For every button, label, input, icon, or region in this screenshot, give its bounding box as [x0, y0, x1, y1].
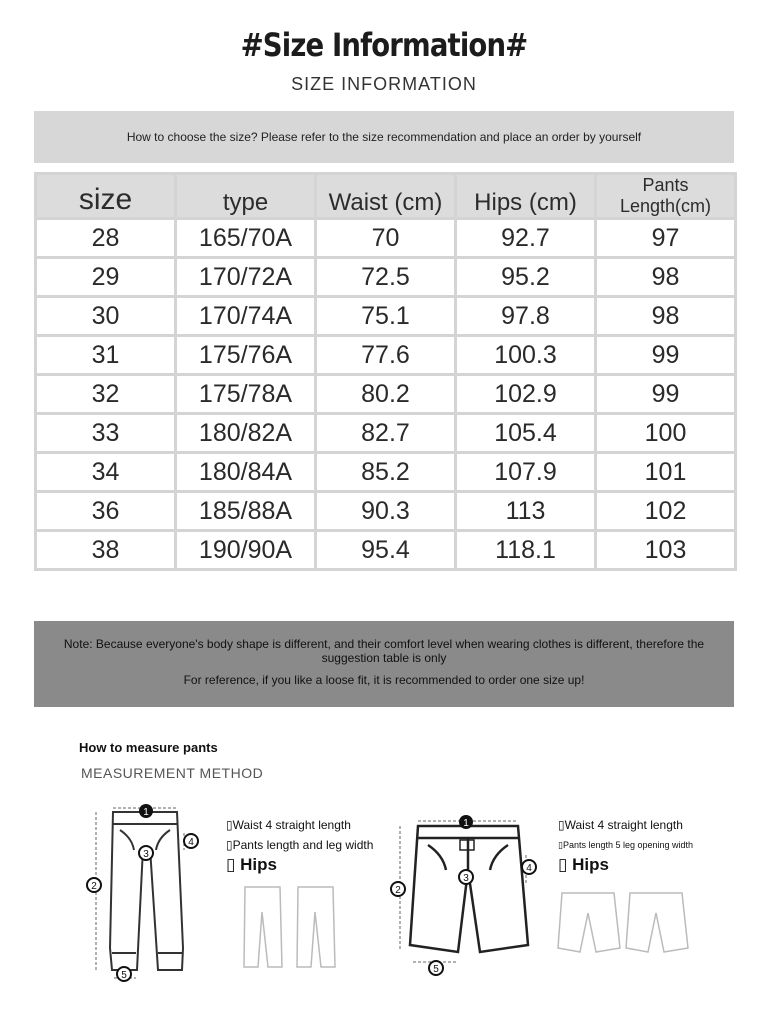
- table-row: [36, 453, 736, 492]
- table-cell: 100: [596, 414, 736, 453]
- table-cell: 175/78A: [176, 375, 316, 414]
- table-cell: 90.3: [316, 492, 456, 531]
- svg-text:4: 4: [526, 863, 532, 874]
- legend-item-waist: ▯Waist 4 straight length: [226, 818, 351, 832]
- column-header-waist: Waist (cm): [316, 174, 456, 219]
- table-cell: 97: [596, 219, 736, 258]
- marker-3: [139, 846, 153, 860]
- note-line-1: Note: Because everyone's body shape is different, and their comfort level when wearing clothes is different, therefore the suggestion table is only: [63, 637, 705, 665]
- long-pants-thumbnails: [240, 882, 340, 972]
- svg-text:3: 3: [143, 849, 149, 860]
- marker-2: [87, 878, 101, 892]
- instruction-text: How to choose the size? Please refer to the size recommendation and place an order by yourself: [126, 130, 642, 144]
- svg-text:5: 5: [433, 964, 439, 975]
- legend-item-length: ▯Pants length 5 leg opening width: [558, 840, 694, 850]
- note-banner: [34, 621, 734, 707]
- table-cell: 80.2: [316, 375, 456, 414]
- table-cell: 31: [36, 336, 176, 375]
- table-cell: 118.1: [456, 531, 596, 570]
- left-legend: [226, 815, 373, 875]
- marker-4: [184, 834, 198, 848]
- table-cell: 97.8: [456, 297, 596, 336]
- marker-4: [522, 860, 536, 874]
- instruction-banner: [34, 111, 734, 163]
- table-cell: 175/76A: [176, 336, 316, 375]
- table-cell: 34: [36, 453, 176, 492]
- table-cell: 101: [596, 453, 736, 492]
- table-cell: 165/70A: [176, 219, 316, 258]
- marker-1: [139, 804, 153, 818]
- shorts-thumbnails: [556, 888, 692, 958]
- measure-subtitle: MEASUREMENT METHOD: [81, 765, 264, 781]
- svg-text:4: 4: [188, 837, 194, 848]
- measure-title: How to measure pants: [79, 740, 218, 755]
- legend-item-length: ▯Pants length and leg width: [226, 838, 374, 852]
- table-cell: 185/88A: [176, 492, 316, 531]
- table-row: [36, 219, 736, 258]
- table-cell: 100.3: [456, 336, 596, 375]
- column-header-pants-length: Pants Length(cm): [596, 174, 736, 219]
- table-cell: 70: [316, 219, 456, 258]
- table-cell: 32: [36, 375, 176, 414]
- table-cell: 38: [36, 531, 176, 570]
- table-cell: 33: [36, 414, 176, 453]
- table-cell: 28: [36, 219, 176, 258]
- table-cell: 105.4: [456, 414, 596, 453]
- table-cell: 29: [36, 258, 176, 297]
- marker-3: [459, 870, 473, 884]
- table-row: [36, 336, 736, 375]
- column-header-size: size: [36, 174, 176, 219]
- table-cell: 95.2: [456, 258, 596, 297]
- svg-text:2: 2: [395, 885, 401, 896]
- table-cell: 98: [596, 258, 736, 297]
- table-cell: 102: [596, 492, 736, 531]
- table-cell: 190/90A: [176, 531, 316, 570]
- table-cell: 82.7: [316, 414, 456, 453]
- table-cell: 85.2: [316, 453, 456, 492]
- table-body: [36, 219, 736, 570]
- table-cell: 99: [596, 375, 736, 414]
- legend-item-waist: ▯Waist 4 straight length: [558, 818, 683, 832]
- shorts-diagram: [388, 810, 548, 980]
- pants-outline: [110, 812, 183, 970]
- marker-2: [391, 882, 405, 896]
- svg-text:3: 3: [463, 873, 469, 884]
- table-cell: 102.9: [456, 375, 596, 414]
- long-pants-diagram: [80, 798, 210, 988]
- page-title: #Size Information#: [240, 26, 528, 64]
- table-cell: 180/82A: [176, 414, 316, 453]
- table-row: [36, 531, 736, 570]
- legend-item-hips: ▯ Hips: [558, 855, 609, 874]
- marker-1: [459, 815, 473, 829]
- table-cell: 72.5: [316, 258, 456, 297]
- marker-5: [117, 967, 131, 981]
- table-cell: 95.4: [316, 531, 456, 570]
- table-cell: 103: [596, 531, 736, 570]
- table-cell: 180/84A: [176, 453, 316, 492]
- table-cell: 113: [456, 492, 596, 531]
- table-cell: 170/72A: [176, 258, 316, 297]
- table-cell: 99: [596, 336, 736, 375]
- svg-text:1: 1: [463, 818, 469, 829]
- page-subtitle: SIZE INFORMATION: [291, 74, 477, 94]
- table-cell: 98: [596, 297, 736, 336]
- table-cell: 30: [36, 297, 176, 336]
- table-row: [36, 375, 736, 414]
- note-line-2: For reference, if you like a loose fit, it is recommended to order one size up!: [183, 673, 585, 687]
- table-row: [36, 258, 736, 297]
- right-legend: [558, 815, 693, 875]
- svg-text:1: 1: [143, 807, 149, 818]
- table-cell: 170/74A: [176, 297, 316, 336]
- size-table: [34, 172, 737, 571]
- marker-5: [429, 961, 443, 975]
- svg-text:5: 5: [121, 970, 127, 981]
- table-cell: 75.1: [316, 297, 456, 336]
- table-cell: 92.7: [456, 219, 596, 258]
- table-row: [36, 414, 736, 453]
- table-row: [36, 297, 736, 336]
- column-header-type: type: [176, 174, 316, 219]
- column-header-hips: Hips (cm): [456, 174, 596, 219]
- table-cell: 107.9: [456, 453, 596, 492]
- table-cell: 77.6: [316, 336, 456, 375]
- table-row: [36, 492, 736, 531]
- table-header-row: [36, 174, 736, 219]
- svg-text:2: 2: [91, 881, 97, 892]
- table-cell: 36: [36, 492, 176, 531]
- legend-item-hips: ▯ Hips: [226, 855, 277, 874]
